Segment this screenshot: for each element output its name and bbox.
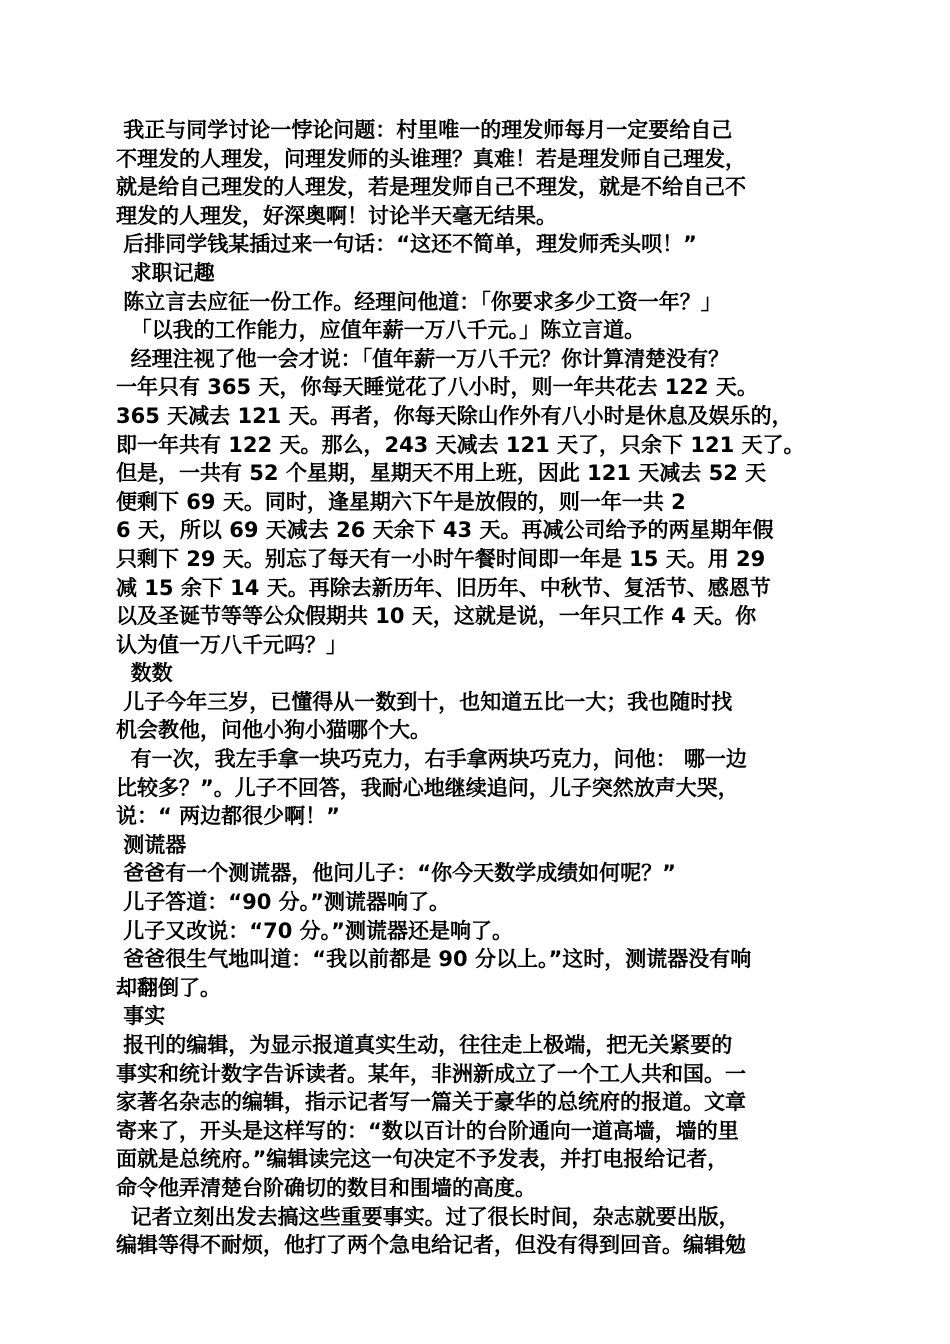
text-line: 「以我的工作能力，应值年薪一万八千元。」陈立言道。 (116, 318, 646, 343)
text-line: 报刊的编辑，为显示报道真实生动，往往走上极端，把无关紧要的 (116, 1033, 733, 1057)
text-line: 事实和统计数字告诉读者。某年，非洲新成立了一个工人共和国。一 (116, 1061, 746, 1086)
text-line: 但是，一共有 52 个星期，星期天不用上班，因此 121 天减去 52 天 (116, 461, 767, 486)
text-line: 儿子答道：“90 分。”测谎器响了。 (116, 890, 450, 915)
text-line: 减 15 余下 14 天。再除去新历年、旧历年、中秋节、复活节、感恩节 (116, 575, 771, 600)
text-line: 比较多？”。儿子不回答，我耐心地继续追问，儿子突然放声大哭， (116, 775, 739, 800)
text-line: 理发的人理发，好深奥啊！讨论半天毫无结果。 (116, 203, 557, 228)
text-line: 即一年共有 122 天。那么，243 天减去 121 天了，只余下 121 天了。 (116, 432, 805, 457)
text-line: 只剩下 29 天。别忘了每天有一小时午餐时间即一年是 15 天。用 29 (116, 546, 766, 571)
text-line: 寄来了，开头是这样写的：“数以百计的台阶通向一道高墙，墙的里 (116, 1118, 739, 1143)
text-line: 编辑等得不耐烦，他打了两个急电给记者，但没有得到回音。编辑勉 (116, 1233, 746, 1258)
text-line: 经理注视了他一会才说：「值年薪一万八千元？你计算清楚没有？ (116, 346, 730, 371)
text-line: 爸爸很生气地叫道：“我以前都是 90 分以上。”这时，测谎器没有响 (116, 947, 752, 972)
text-line: 365 天减去 121 天。再者，你每天除山作外有八小时是休息及娱乐的， (116, 403, 793, 428)
document-body (116, 116, 842, 1260)
text-line: 记者立刻出发去搞这些重要事实。过了很长时间，杂志就要出版， (116, 1204, 740, 1229)
text-line: 有一次，我左手拿一块巧克力，右手拿两块巧克力，问他： 哪一边 (116, 747, 747, 772)
text-line: 儿子又改说：“70 分。”测谎器还是响了。 (116, 918, 513, 943)
section-heading: 测谎器 (116, 832, 187, 857)
text-line: 机会教他，问他小狗小猫哪个大。 (116, 718, 431, 743)
section-heading: 事实 (116, 1004, 166, 1029)
text-line: 我正与同学讨论一悖论问题：村里唯一的理发师每月一定要给自己 (116, 118, 733, 142)
text-line: 一年只有 365 天，你每天睡觉花了八小时，则一年共花去 122 天。 (116, 375, 758, 400)
text-line: 6 天，所以 69 天减去 26 天余下 43 天。再减公司给予的两星期年假 (116, 518, 774, 543)
text-line: 陈立言去应征一份工作。经理问他道：「你要求多少工资一年？」 (116, 289, 722, 314)
text-line: 面就是总统府。”编辑读完这一句决定不予发表，并打电报给记者， (116, 1147, 729, 1172)
section-heading: 数数 (116, 661, 173, 686)
text-line: 命令他弄清楚台阶确切的数目和围墙的高度。 (116, 1175, 536, 1200)
text-line: 便剩下 69 天。同时，逢星期六下午是放假的，则一年一共 2 (116, 489, 686, 514)
text-line: 后排同学钱某插过来一句话：“这还不简单，理发师秃头呗！” (116, 232, 697, 257)
text-line: 不理发的人理发，问理发师的头谁理？真难！若是理发师自己理发， (116, 146, 746, 171)
text-line: 以及圣诞节等等公众假期共 10 天，这就是说，一年只工作 4 天。你 (116, 604, 757, 629)
text-line: 说：“ 两边都很少啊！” (116, 804, 340, 829)
text-line: 儿子今年三岁，已懂得从一数到十，也知道五比一大；我也随时找 (116, 689, 733, 714)
text-line: 爸爸有一个测谎器，他问儿子：“你今天数学成绩如何呢？” (116, 861, 676, 886)
text-line: 家著名杂志的编辑，指示记者写一篇关于豪华的总统府的报道。文章 (116, 1090, 746, 1115)
text-line: 认为值一万八千元吗？」 (116, 632, 347, 657)
text-line: 却翻倒了。 (116, 975, 221, 1000)
text-line: 就是给自己理发的人理发，若是理发师自己不理发，就是不给自己不 (116, 175, 746, 200)
section-heading: 求职记趣 (116, 260, 215, 285)
